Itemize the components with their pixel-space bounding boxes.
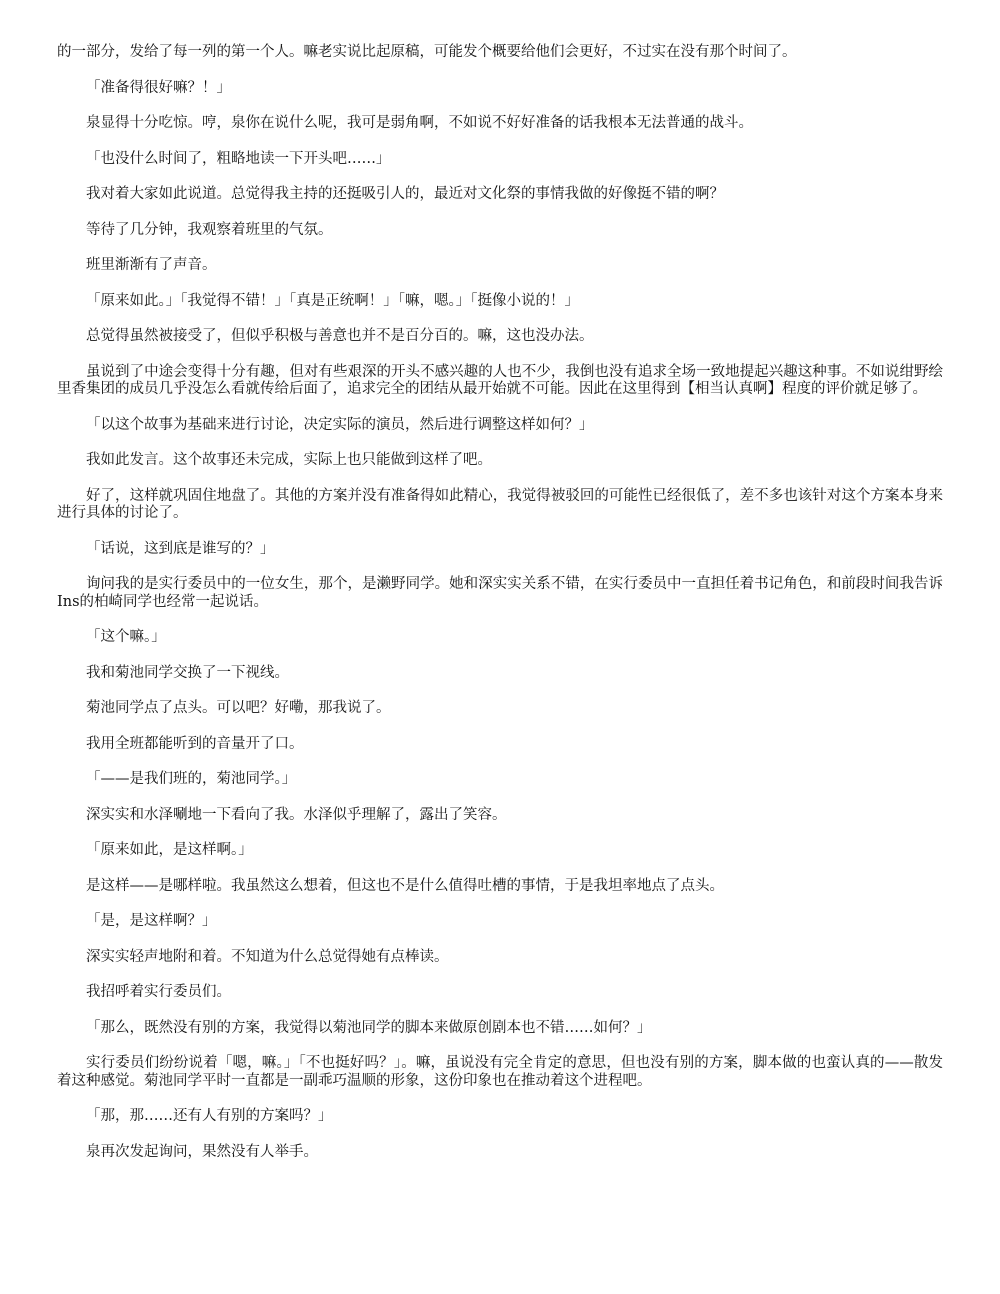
paragraph: 「那么，既然没有别的方案，我觉得以菊池同学的脚本来做原创剧本也不错……如何？」 xyxy=(86,1019,652,1036)
paragraph: 「原来如此，是这样啊。」 xyxy=(86,842,253,858)
paragraph: 虽说到了中途会变得十分有趣，但对有些艰深的开头不感兴趣的人也不少，我倒也没有追求全场一致地提起兴趣这种事。不如说绀野绘里香集团的成员几乎没怎么看就传给后面了，追求完全的团结从最开始就不可能。因此在这里得到【相当认真啊】程度的评价就足够了。 xyxy=(57,363,943,397)
paragraph: 泉再次发起询问，果然没有人举手。 xyxy=(86,1143,318,1160)
paragraph: 泉显得十分吃惊。哼，泉你在说什么呢，我可是弱角啊，不如说不好好准备的话我根本无法普通的战斗。 xyxy=(86,115,753,131)
paragraph: 我招呼着实行委员们。 xyxy=(86,984,231,1000)
paragraph: 班里渐渐有了声音。 xyxy=(86,257,217,273)
paragraph: 「准备得很好嘛？！」 xyxy=(86,79,231,96)
paragraph: 「也没什么时间了，粗略地读一下开头吧……」 xyxy=(86,150,391,167)
paragraph: 深实实轻声地附和着。不知道为什么总觉得她有点棒读。 xyxy=(86,948,449,965)
paragraph: 实行委员们纷纷说着「嗯，嘛。」「不也挺好吗？」。嘛，虽说没有完全肯定的意思，但也没有别的方案，脚本做的也蛮认真的——散发着这种感觉。菊池同学平时一直都是一副乖巧温顺的形象，这份印象也在推动着这个进程吧。 xyxy=(57,1055,943,1089)
paragraph: 「是，是这样啊？」 xyxy=(86,913,217,929)
paragraph: 是这样——是哪样啦。我虽然这么想着，但这也不是什么值得吐槽的事情，于是我坦率地点了点头。 xyxy=(86,877,724,894)
paragraph: 「话说，这到底是谁写的？」 xyxy=(86,540,275,557)
paragraph: 总觉得虽然被接受了，但似乎积极与善意也并不是百分百的。嘛，这也没办法。 xyxy=(86,328,594,344)
paragraph: 深实实和水泽唰地一下看向了我。水泽似乎理解了，露出了笑容。 xyxy=(86,806,507,823)
paragraph: 「以这个故事为基础来进行讨论，决定实际的演员，然后进行调整这样如何？」 xyxy=(86,416,594,433)
paragraph: 等待了几分钟，我观察着班里的气氛。 xyxy=(86,221,333,238)
paragraph: 我和菊池同学交换了一下视线。 xyxy=(86,664,289,681)
paragraph: 的一部分，发给了每一列的第一个人。嘛老实说比起原稿，可能发个概要给他们会更好，不过实在没有那个时间了。 xyxy=(57,44,797,60)
paragraph: 我用全班都能听到的音量开了口。 xyxy=(86,735,304,752)
paragraph: 好了，这样就巩固住地盘了。其他的方案并没有准备得如此精心，我觉得被驳回的可能性已经很低了，差不多也该针对这个方案本身来进行具体的讨论了。 xyxy=(57,487,943,521)
paragraph: 我对着大家如此说道。总觉得我主持的还挺吸引人的，最近对文化祭的事情我做的好像挺不错的啊？ xyxy=(86,186,724,202)
paragraph: 询问我的是实行委员中的一位女生，那个，是濑野同学。她和深实实关系不错，在实行委员中一直担任着书记角色，和前段时间我告诉Ins的柏崎同学也经常一起说话。 xyxy=(57,576,943,610)
paragraph: 「——是我们班的，菊池同学。」 xyxy=(86,771,297,787)
paragraph: 我如此发言。这个故事还未完成，实际上也只能做到这样了吧。 xyxy=(86,452,492,468)
paragraph: 「原来如此。」「我觉得不错！」「真是正统啊！」「嘛，嗯。」「挺像小说的！」 xyxy=(86,292,579,309)
paragraph: 「这个嘛。」 xyxy=(86,629,166,645)
paragraph: 「那，那……还有人有别的方案吗？」 xyxy=(86,1108,333,1124)
paragraph: 菊池同学点了点头。可以吧？好嘞，那我说了。 xyxy=(86,700,391,716)
